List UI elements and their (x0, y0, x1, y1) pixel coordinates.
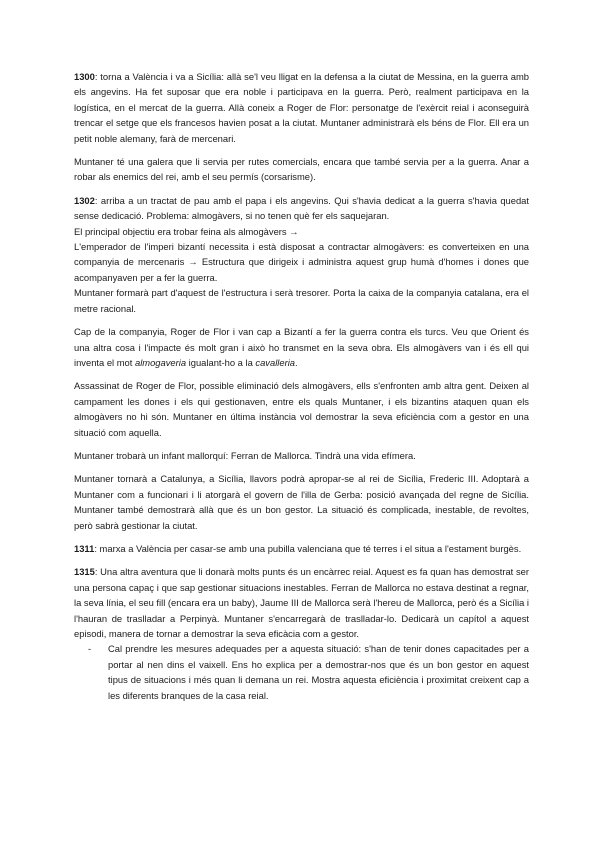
italic-term: cavalleria (255, 356, 295, 368)
paragraph-galera (74, 154, 529, 185)
paragraph-text: Assassinat de Roger de Flor, possible eliminació dels almogàvers, ells s'enfronten amb altra gent. Deixen al campament les dones i els qui gestionaven, entre els quals Muntaner, i els bizantins ataquen quan els almogàvers no hi són. Muntaner en última instància vol demostrar la seva eficiència com a gestor en una situació com aquella. (74, 380, 529, 438)
paragraph-text: Muntaner tornarà a Catalunya, a Sicília, llavors podrà apropar-se al rei de Sicília, Frederic III. Adoptarà a Muntaner com a funcionari i li atorgarà el govern de l'illa de Gerba: posició avançada del regne de Sicília. Muntaner també demostrarà allà que és un bon gestor. La situació és complicada, inestable, de revoltes, però sabrà gestionar la ciutat. (74, 473, 529, 531)
paragraph-line: L'emperador de l'imperi bizantí necessita i està disposat a contractar almogàvers: es converteixen en una companyia de mercenaris → Estructura que dirigeix i administra aquest grup humà d'homes i dones que acompanyaven per a fer la guerra. (74, 241, 529, 283)
paragraph-text: : Una altra aventura que li donarà molts punts és un encàrrec reial. Aquest es fa quan has demostrat ser una persona capaç i que sap gestionar situacions inestables. Ferran de Mallorca no estava destinat a regnar, la seva línia, el seu fill (encara era un baby), Jaume III de Mallorca serà l'hereu de Mallorca, però és a Sicília i l'hauran de traslladar a Perpinyà. Muntaner s'encarregarà de traslladar-lo. Dedicarà un capítol a aquest episodi, manera de tornar a demostrar la seva eficàcia com a gestor. (74, 566, 529, 639)
paragraph-text: Muntaner trobarà un infant mallorquí: Ferran de Mallorca. Tindrà una vida efímera. (74, 449, 416, 461)
italic-term: almogaveria (134, 356, 187, 368)
paragraph-text: : torna a València i va a Sicília: allà se'l veu lligat en la defensa a la ciutat de Messina, en la guerra amb els angevins. Ha fet suposar que era noble i participava en la guerra. Però, realment participava en la logística, en el mercat de la guerra. Allà coneix a Roger de Flor: personatge de l'exèrcit reial i aconseguirà trencar el setge que els francesos havien posat a la ciutat. Muntaner administrarà els béns de Flor. Ell era un petit noble alemany, farà de mercenari. (74, 71, 529, 144)
paragraph-text: igualant-ho a la (186, 356, 256, 368)
year-label: 1300 (74, 71, 95, 82)
paragraph-text: : arriba a un tractat de pau amb el papa i els angevins. Qui s'havia dedicat a la guerra s'havia quedat sense dedicació. Problema: almogàvers, si no tenen què fer els saquejaran. (74, 194, 529, 222)
paragraph-line: Muntaner formarà part d'aquest de l'estructura i serà tresorer. Porta la caixa de la companyia catalana, era el metre racional. (74, 287, 529, 314)
paragraph-text: : marxa a València per casar-se amb una pubilla valenciana que té terres i el situa a l'estament burgès. (94, 542, 522, 554)
paragraph-text: . (295, 356, 298, 368)
paragraph-text: Cap de la companyia, Roger de Flor i van cap a Bizantí a fer la guerra contra els turcs. Veu que Orient és una altra cosa i l'impacte és molt gran i això ho transmet en la seva obra. Els almogàvers van i és ell qui inventa el mot (74, 326, 529, 368)
paragraph-1315 (74, 564, 529, 703)
paragraph-ferran (74, 448, 529, 463)
year-label: 1315 (74, 566, 95, 578)
paragraph-text: Muntaner té una galera que li servia per rutes comercials, encara que també servia per a la guerra. Anar a robar als enemics del rei, amb el seu permís (corsarisme). (74, 156, 529, 183)
paragraph-roger-de-flor (74, 324, 529, 370)
bullet-list (74, 641, 529, 703)
list-item-text: Cal prendre les mesures adequades per a aquesta situació: s'han de tenir dones capacitades per a portar al nen dins el vaixell. Ens ho explica per a demostrar-nos que és un bon gestor en aquest tipus de situacions i més quan li demana un rei. Mostra aquesta eficiència i proximitat creixent cap a les diferents branques de la casa reial. (108, 643, 529, 701)
paragraph-assassinat (74, 378, 529, 440)
paragraph-1311 (74, 541, 529, 556)
paragraph-catalunya (74, 471, 529, 533)
bullet-marker: - (88, 643, 92, 655)
paragraph-1302 (74, 193, 529, 316)
paragraph-1300 (74, 69, 529, 146)
list-item (74, 641, 529, 703)
year-label: 1302 (74, 194, 95, 206)
year-label: 1311 (74, 542, 95, 554)
paragraph-line: El principal objectiu era trobar feina als almogàvers → (74, 225, 299, 237)
